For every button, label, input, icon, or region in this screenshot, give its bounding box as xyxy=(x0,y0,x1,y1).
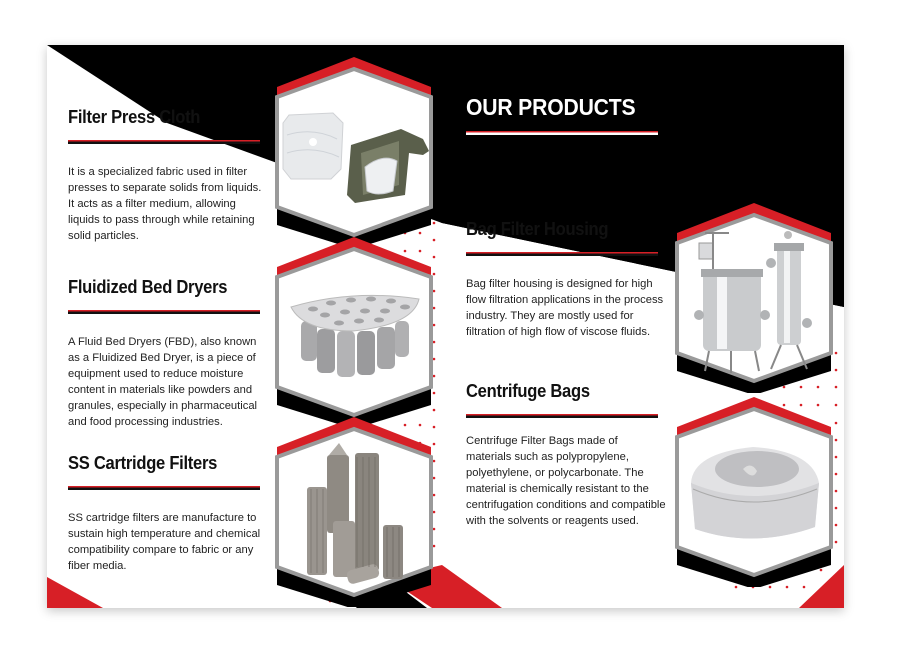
product-description: Centrifuge Filter Bags made of materials such as polypropylene, polyethylene, or polycarbonate. The material is chemically resistant to the centrifugation conditions and compatible with the solvents or reagents used. xyxy=(466,435,666,528)
heading-underline xyxy=(466,414,658,418)
product-description: It is a specialized fabric used in filter presses to separate solids from liquids. It acts as a filter medium, allowing liquids to pass through while retaining solid particles. xyxy=(68,166,262,243)
product-description: SS cartridge filters are manufacture to sustain high temperature and chemical compatibility compare to fabric or any fiber media. xyxy=(68,512,261,573)
heading-underline xyxy=(466,252,658,256)
red-corner-triangle-left xyxy=(47,577,103,608)
product-description: A Fluid Bed Dryers (FBD), also known as a Fluidized Bed Dryer, is a piece of equipment used to reduce moisture content in materials like powders and granules, especially in pharmaceutical and food processing industries. xyxy=(68,336,258,429)
centrifuge-bag-image xyxy=(691,447,819,539)
page-title-block xyxy=(466,94,658,135)
product-heading: Bag Filter Housing xyxy=(466,219,609,239)
hex-frame-ss-cartridge-filters xyxy=(273,417,435,587)
product-description: Bag filter housing is designed for high flow filtration applications in the process industry. They are mostly used for filtration of high flow of viscose fluids. xyxy=(466,278,664,339)
product-section-ss-cartridge-filters xyxy=(68,453,268,574)
heading-underline xyxy=(68,140,260,144)
page-title: OUR PRODUCTS xyxy=(466,94,636,120)
hex-frame-centrifuge-bags xyxy=(673,397,835,567)
title-underline xyxy=(466,131,658,135)
heading-underline xyxy=(68,310,260,314)
product-brochure-page xyxy=(47,45,844,608)
product-section-centrifuge-bags xyxy=(466,381,666,530)
hex-frame-bag-filter-housing xyxy=(673,203,835,373)
product-section-fluidized-bed-dryers xyxy=(68,277,268,431)
product-section-filter-press-cloth xyxy=(68,107,268,244)
product-heading: Centrifuge Bags xyxy=(466,381,590,401)
product-heading: Filter Press Cloth xyxy=(68,107,201,127)
hex-frame-filter-press-cloth xyxy=(273,57,435,227)
product-heading: Fluidized Bed Dryers xyxy=(68,277,228,297)
heading-underline xyxy=(68,486,260,490)
product-section-bag-filter-housing xyxy=(466,219,666,340)
product-heading: SS Cartridge Filters xyxy=(68,453,218,473)
hex-frame-fluidized-bed-dryers xyxy=(273,237,435,407)
